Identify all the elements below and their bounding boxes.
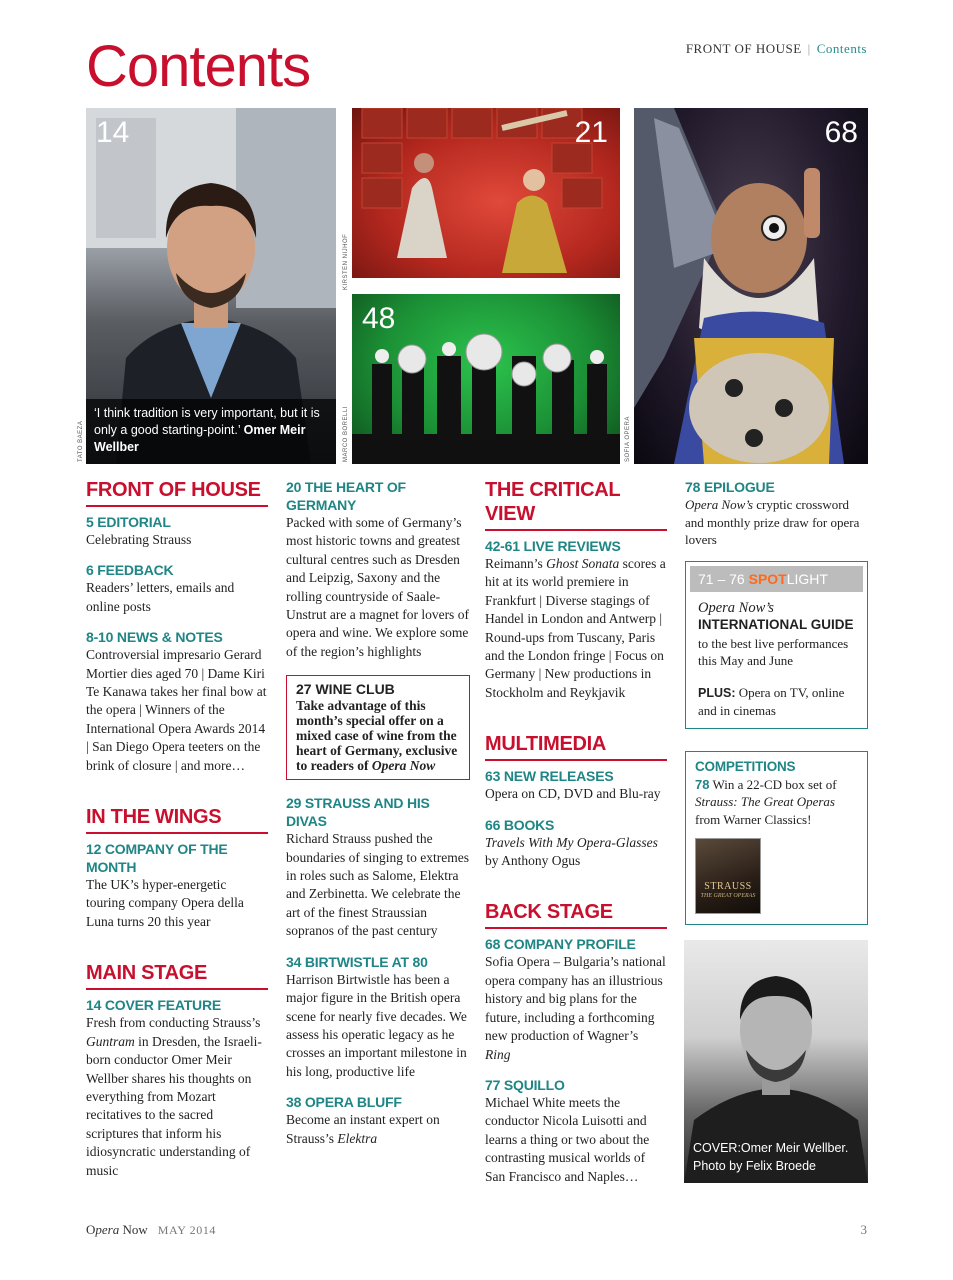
column-1: [86, 478, 268, 1180]
item-news-notes[interactable]: 8-10 NEWS & NOTES: [86, 629, 223, 646]
wine-club-desc: Take advantage of this month’s special offer on a mixed case of wine from the heart of Germany, exclusive to readers of Opera Now: [296, 698, 458, 774]
cover-caption: COVER:Omer Meir Wellber. Photo by Felix Broede: [693, 1141, 849, 1173]
item-heart-of-germany[interactable]: 20 THE HEART OF GERMANY: [286, 479, 406, 513]
item-books[interactable]: 66 BOOKS: [485, 816, 555, 833]
spotlight-guide-desc: to the best live performances this May and June: [698, 635, 849, 668]
photo-48-number: 48: [362, 302, 396, 335]
running-head-separator: |: [807, 41, 811, 56]
item-opera-bluff[interactable]: 38 OPERA BLUFF: [286, 1094, 402, 1111]
running-head-page: Contents: [816, 41, 867, 56]
item-cover-feature[interactable]: 14 COVER FEATURE: [86, 997, 222, 1014]
photo-48-stage[interactable]: [352, 294, 620, 464]
photo-14-credit: TATO BAEZA: [78, 420, 84, 462]
page-title: Contents: [86, 34, 311, 99]
item-squillo-desc: Michael White meets the conductor Nicola Luisotti and learns a thing or two about the contrasting musical worlds of San Francisco and Naples…: [485, 1094, 650, 1184]
competitions-box[interactable]: [685, 751, 868, 925]
running-head: [686, 41, 867, 57]
cd-cover-title: STRAUSS: [704, 880, 752, 892]
item-new-releases-desc: Opera on CD, DVD and Blu-ray: [485, 786, 661, 802]
item-live-reviews-desc: Reimann’s Ghost Sonata scores a hit at its world premiere in Frankfurt | Diverse stagings of Handel in London and Antwerp | Round-ups from Tuscany, Paris and the London fringe | Focus on Germany | New productions in Stockholm and Reykjavik: [485, 556, 666, 700]
item-feedback[interactable]: 6 FEEDBACK: [86, 562, 174, 579]
photo-14-portrait[interactable]: [86, 108, 336, 464]
footer-date: MAY 2014: [157, 1223, 217, 1237]
running-head-section: FRONT OF HOUSE: [685, 41, 802, 56]
spotlight-box[interactable]: [685, 561, 868, 729]
item-company-of-month-desc: The UK’s hyper-energetic touring company Opera della Luna turns 20 this year: [86, 877, 244, 929]
section-back-stage[interactable]: BACK STAGE: [485, 900, 667, 929]
item-birtwistle-desc: Harrison Birtwistle has been a major figure in the British opera scene for nearly five decades. We assess his operatic legacy as he crosses an important milestone in his long, productive life: [286, 971, 467, 1079]
item-cover-feature-desc: Fresh from conducting Strauss’s Guntram in Dresden, the Israeli-born conductor Omer Meir Wellber shares his thoughts on everything from Mozart recitatives to the sacred scriptures that inform his idiosyncratic understanding of music: [86, 1015, 262, 1178]
photo-68-credit: SOFIA OPERA: [625, 416, 631, 462]
item-company-of-month[interactable]: 12 COMPANY OF THE MONTH: [86, 841, 228, 876]
item-epilogue-desc: Opera Now’s cryptic crossword and monthly prize draw for opera lovers: [685, 497, 860, 547]
item-strauss-divas[interactable]: 29 STRAUSS AND HIS DIVAS: [286, 795, 430, 830]
wine-club-box[interactable]: [286, 675, 470, 780]
photo-21-credit: KIRSTEN NIJHOF: [343, 233, 349, 290]
item-feedback-desc: Readers’ letters, emails and online posts: [86, 580, 235, 614]
competitions-desc: 78 Win a 22-CD box set of Strauss: The Great Operas from Warner Classics!: [695, 776, 837, 827]
item-epilogue[interactable]: 78 EPILOGUE: [685, 479, 775, 495]
photo-48-credit: MARCO BORELLI: [343, 406, 349, 462]
footer-magazine-date: [86, 1222, 216, 1238]
item-company-profile-desc: Sofia Opera – Bulgaria’s national opera company has an illustrious history and big plans for the future, including a forthcoming new production of Wagner’s Ring: [485, 954, 666, 1062]
item-heart-of-germany-desc: Packed with some of Germany’s most historic towns and greatest cultural centres such as Dresden and Leipzig, Saxony and the rolling countryside of Saale-Unstrut are a magnet for lovers of opera and wine. We explore some of the region’s highlights: [286, 515, 469, 659]
section-in-the-wings[interactable]: IN THE WINGS: [86, 805, 268, 834]
footer-magazine-name: Opera Now: [86, 1222, 148, 1237]
column-2: [286, 478, 470, 1148]
spotlight-magazine: Opera Now’s: [698, 599, 774, 616]
quote-author: Omer Meir Wellber: [94, 423, 306, 454]
item-live-reviews[interactable]: 42-61 LIVE REVIEWS: [485, 538, 621, 554]
spotlight-guide-title: INTERNATIONAL GUIDE: [698, 616, 854, 632]
section-front-of-house[interactable]: FRONT OF HOUSE: [86, 478, 268, 507]
item-opera-bluff-desc: Become an instant expert on Strauss’s Elektra: [286, 1112, 440, 1146]
item-birtwistle[interactable]: 34 BIRTWISTLE AT 80: [286, 953, 428, 970]
item-news-notes-desc: Controversial impresario Gerard Mortier dies aged 70 | Dame Kiri Te Kanawa takes her final bow at the opera | Winners of the International Opera Awards 2014 | San Diego Opera teeters on the brink of closure | and more…: [86, 647, 267, 773]
page-number: 3: [860, 1222, 867, 1237]
item-editorial[interactable]: 5 EDITORIAL: [86, 514, 171, 530]
cd-cover-subtitle: THE GREAT OPERAS: [700, 892, 756, 899]
photo-14-number: 14: [96, 116, 130, 149]
section-main-stage[interactable]: MAIN STAGE: [86, 961, 268, 990]
item-new-releases[interactable]: 63 NEW RELEASES: [485, 768, 614, 785]
column-3: [485, 478, 667, 1186]
stage-photo-icon: [634, 108, 868, 464]
spotlight-plus: PLUS: Opera on TV, online and in cinemas: [698, 684, 845, 718]
wine-club-heading: 27 WINE CLUB: [296, 681, 395, 698]
quote-text: ‘I think tradition is very important, but it is only a good starting-point.’: [94, 406, 320, 437]
photo-14-quote: [86, 399, 336, 464]
item-squillo[interactable]: 77 SQUILLO: [485, 1076, 565, 1093]
item-books-desc: Travels With My Opera-Glasses by Anthony Ogus: [485, 834, 658, 869]
section-critical-view[interactable]: THE CRITICAL VIEW: [485, 478, 667, 531]
section-multimedia[interactable]: MULTIMEDIA: [485, 732, 667, 761]
photo-68-stage[interactable]: [634, 108, 868, 464]
cover-photo[interactable]: [684, 940, 868, 1183]
item-editorial-desc: Celebrating Strauss: [86, 532, 192, 547]
item-strauss-divas-desc: Richard Strauss pushed the boundaries of singing to extremes in roles such as Salome, Elektra and Zerbinetta. We celebrate the art of the finest Straussian sopranos of the past century: [286, 831, 469, 939]
column-4: [685, 478, 868, 925]
cd-box-cover-icon[interactable]: [695, 838, 761, 914]
photo-21-stage[interactable]: [352, 108, 620, 278]
competitions-heading: COMPETITIONS: [695, 758, 796, 774]
item-company-profile[interactable]: 68 COMPANY PROFILE: [485, 936, 636, 953]
spotlight-header: 71 – 76 SPOTLIGHT: [690, 566, 863, 592]
photo-68-number: 68: [824, 116, 858, 149]
photo-21-number: 21: [574, 116, 608, 149]
